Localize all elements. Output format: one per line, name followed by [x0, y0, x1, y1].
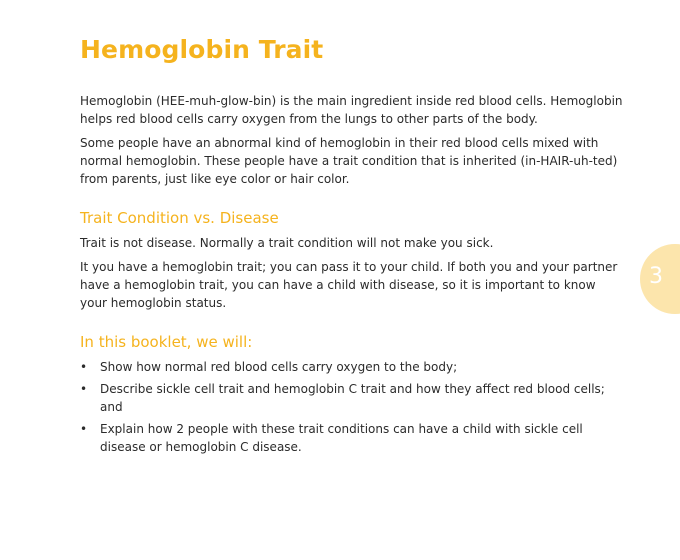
booklet-list: [80, 358, 625, 456]
bullet-icon: •: [80, 382, 88, 396]
list-item: [80, 380, 625, 416]
list-item: [80, 358, 625, 376]
list-item-text: Show how normal red blood cells carry oxygen to the body;: [100, 360, 458, 374]
section-heading-booklet: In this booklet, we will:: [80, 333, 253, 351]
page-number: 3: [649, 264, 663, 289]
trait-paragraph: It you have a hemoglobin trait; you can pass it to your child. If both you and your partner have a hemoglobin trait, you can have a child with disease, so it is important to know your hemoglobin status.: [80, 260, 618, 310]
bullet-icon: •: [80, 422, 88, 436]
list-item-text: Describe sickle cell trait and hemoglobin C trait and how they affect red blood cells; and: [100, 382, 605, 414]
page-content: [80, 34, 625, 460]
list-item: [80, 420, 625, 456]
intro-paragraph: Some people have an abnormal kind of hemoglobin in their red blood cells mixed with normal hemoglobin. These people have a trait condition that is inherited (in-HAIR-uh-ted) from parents, just like eye color or hair color.: [80, 136, 618, 186]
page-title: Hemoglobin Trait: [80, 35, 324, 64]
trait-paragraph: Trait is not disease. Normally a trait condition will not make you sick.: [80, 236, 494, 250]
bullet-icon: •: [80, 360, 88, 374]
intro-paragraph: Hemoglobin (HEE-muh-glow-bin) is the main ingredient inside red blood cells. Hemoglobin helps red blood cells carry oxygen from the lungs to other parts of the body.: [80, 94, 623, 126]
list-item-text: Explain how 2 people with these trait conditions can have a child with sickle cell disease or hemoglobin C disease.: [100, 422, 583, 454]
section-heading-trait: Trait Condition vs. Disease: [80, 209, 279, 227]
